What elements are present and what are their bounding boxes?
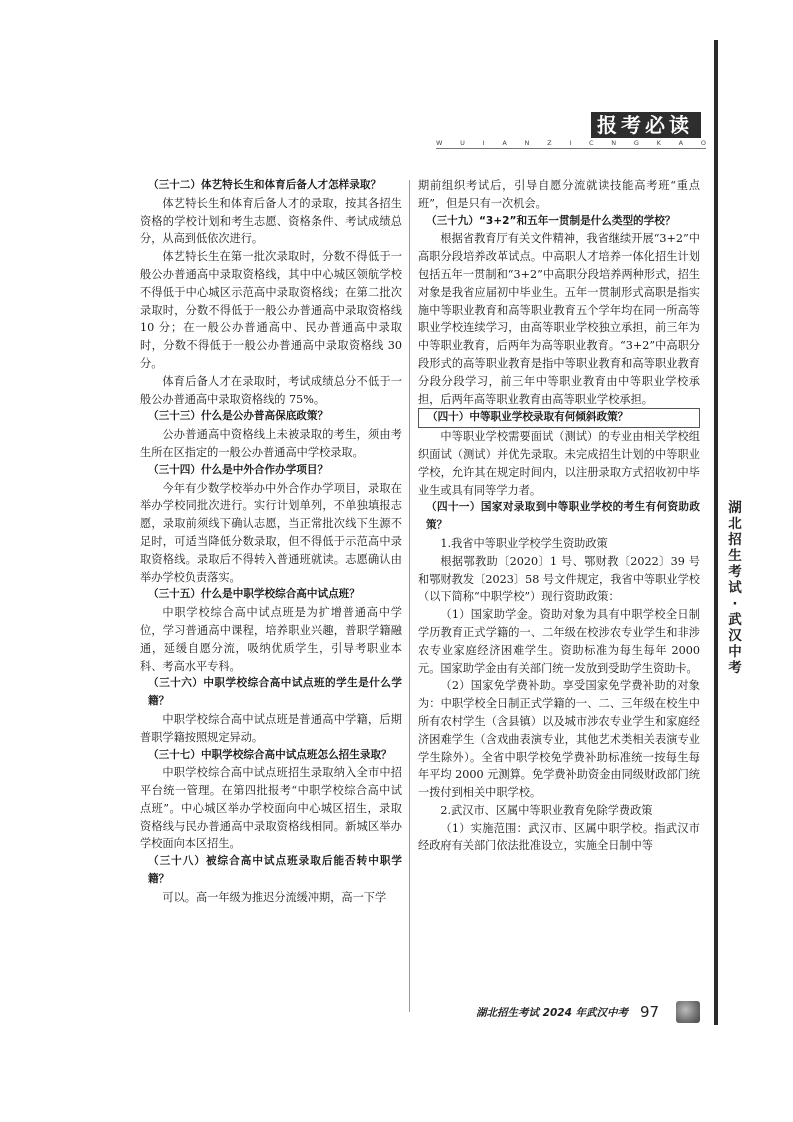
left-column xyxy=(140,177,402,907)
subtitle-letter: A xyxy=(502,139,507,147)
paragraph: 今年有少数学校举办中外合作办学项目，录取在举办学校同批次进行。实行计划单列，不单独填报志愿，录取前须线下确认志愿，当正常批次线下生源不足时，可适当降低分数录取，但不得低于示范高中录取资格线。录取后不得转入普通班就读。志愿确认由举办学校负责落实。 xyxy=(140,481,402,584)
subtitle-letter: G xyxy=(633,139,639,147)
question-heading: （三十三）什么是公办普高保底政策？ xyxy=(148,410,329,423)
paragraph: 中职学校综合高中试点班是普通高中学籍，后期普职学籍按照规定异动。 xyxy=(140,712,402,744)
page-edge-rule xyxy=(714,40,718,1025)
sidebar-label: 湖北招生考试·武汉中考 xyxy=(728,500,742,676)
question-heading: （四十一）国家对录取到中等职业学校的考生有何资助政策？ xyxy=(426,501,700,532)
section-title: 报考必读 xyxy=(591,112,701,138)
page-corner-mark xyxy=(676,1001,700,1023)
paragraph: 中职学校综合高中试点班是为扩增普通高中学位，学习普通高中课程，培养职业兴趣，普职学籍融通，延缓自愿分流，吸纳优质学生，引导考职业本科、考高水平专科。 xyxy=(140,606,402,673)
paragraph: 中职学校综合高中试点班招生录取纳入全市中招平台统一管理。在第四批报考“中职学校综合高中试点班”。中心城区举办学校面向中心城区招生，录取资格线与民办普通高中录取资格线相同。新城区举办学校面向本区招生。 xyxy=(140,766,402,851)
paragraph: 可以。高一年级为推迟分流缓冲期，高一下学 xyxy=(162,890,387,904)
paragraph: 体育后备人才在录取时，考试成绩总分不低于一般公办普通高中录取资格线的 75%。 xyxy=(140,374,402,406)
question-heading: （三十五）什么是中职学校综合高中试点班？ xyxy=(148,588,360,601)
subtitle-letter: W xyxy=(436,139,443,147)
subtitle-letter: K xyxy=(656,139,661,147)
subtitle-letter: A xyxy=(678,139,684,147)
paragraph: （1）实施范围：武汉市、区属中职学校。指武汉市经政府有关部门依法批准设立，实施全日制中等 xyxy=(418,821,700,853)
paragraph: 体艺特长生和体育后备人才的录取，按其各招生资格的学校计划和考生志愿、资格条件、考试成绩总分，从高到低依次进行。 xyxy=(140,196,402,246)
subtitle-letter: Z xyxy=(547,139,552,147)
section-subtitle xyxy=(436,139,706,147)
footer-text: 湖北招生考试 2024 年武汉中考 xyxy=(476,1007,629,1019)
question-heading: （三十四）什么是中外合作办学项目？ xyxy=(148,463,329,476)
page-number: 97 xyxy=(640,1003,660,1021)
subtitle-letter: N xyxy=(611,139,617,147)
right-column xyxy=(418,177,700,855)
paragraph: 根据鄂教助〔2020〕1 号、鄂财教〔2022〕39 号和鄂财教发〔2023〕58 号文件规定，我省中等职业学校（以下简称“中职学校”）现行资助政策： xyxy=(418,554,700,604)
question-heading: （三十九）“3+2”和五年一贯制是什么类型的学校？ xyxy=(426,214,676,227)
paragraph: 期前组织考试后，引导自愿分流就读技能高考班“重点班”，但是只有一次机会。 xyxy=(418,179,700,210)
paragraph: 中等职业学校需要面试（测试）的专业由相关学校组织面试（测试）并优先录取。未完成招生计划的中等职业学校，允许其在规定时间内，以注册录取方式招收初中毕业生或具有同等学力者。 xyxy=(418,430,700,497)
subtitle-letter: C xyxy=(588,139,594,147)
paragraph: 根据省教育厅有关文件精神，我省继续开展“3+2”中高职分段培养改革试点。中高职人才培养一体化招生计划包括五年一贯制和“3+2”中高职分段培养两种形式，招生对象是我省应届初中毕业生。五年一贯制形式高职是指实施中等职业教育和高等职业教育五个学年均在同一所高等职业学校连续学习，由高等职业学校独立承担，前三年为中等职业教育，后两年为高等职业教育。“3+2”中高职分段形式的高等职业教育是指中等职业教育和高等职业教育分段分段学习，前三年中等职业教育由中等职业学校承担，后两年高等职业教育由高等职业学校承担。 xyxy=(418,232,700,406)
subtitle-letter: O xyxy=(700,139,706,147)
column-divider xyxy=(409,180,410,1012)
paragraph: （1）国家助学金。资助对象为具有中职学校全日制学历教育正式学籍的一、二年级在校涉农专业学生和非涉农专业家庭经济困难学生。资助标准为每生每年 2000 元。国家助学金由有关部门统一发放到受助学生资助卡。 xyxy=(418,608,700,675)
subtitle-letter: N xyxy=(524,139,530,147)
subtitle-letter: I xyxy=(569,139,572,147)
subtitle-letter: U xyxy=(460,139,465,147)
paragraph: 体艺特长生在第一批次录取时，分数不得低于一般公办普通高中录取资格线，其中中心城区领航学校不得低于中心城区示范高中录取资格线；在第二批次录取时，分数不得低于一般公办普通高中录取资格线 10 分；在一般公办普通高中、民办普通高中录取时，分数不得低于一般公办普通高中录取资格线 30 分。 xyxy=(140,250,402,370)
question-heading: （三十六）中职学校综合高中试点班的学生是什么学籍？ xyxy=(148,677,402,708)
paragraph: 公办普通高中资格线上未被录取的考生，须由考生所在区指定的一般公办普通高中学校录取。 xyxy=(140,428,402,459)
paragraph: （2）国家免学费补助。享受国家免学费补助的对象为：中职学校全日制正式学籍的一、二、三年级在校生中所有农村学生（含县镇）以及城市涉农专业学生和家庭经济困难学生（含戏曲表演专业，其他艺术类相关表演专业学生除外）。全省中职学校免学费补助标准统一按每生每年平均 2000 元测算。免学费补助资金由同级财政部门统一拨付到相关中职学校。 xyxy=(418,679,700,800)
question-heading: （三十二）体艺特长生和体育后备人才怎样录取？ xyxy=(148,179,382,191)
question-heading: （三十七）中职学校综合高中试点班怎么招生录取？ xyxy=(148,748,392,761)
header-underline xyxy=(436,148,706,149)
paragraph: 1.我省中等职业学校学生资助政策 xyxy=(440,536,608,550)
paragraph: 2.武汉市、区属中等职业教育免除学费政策 xyxy=(440,803,653,817)
question-heading: （三十八）被综合高中试点班录取后能否转中职学籍？ xyxy=(148,855,402,886)
question-heading: （四十）中等职业学校录取有何倾斜政策？ xyxy=(418,408,700,428)
subtitle-letter: I xyxy=(482,139,485,147)
